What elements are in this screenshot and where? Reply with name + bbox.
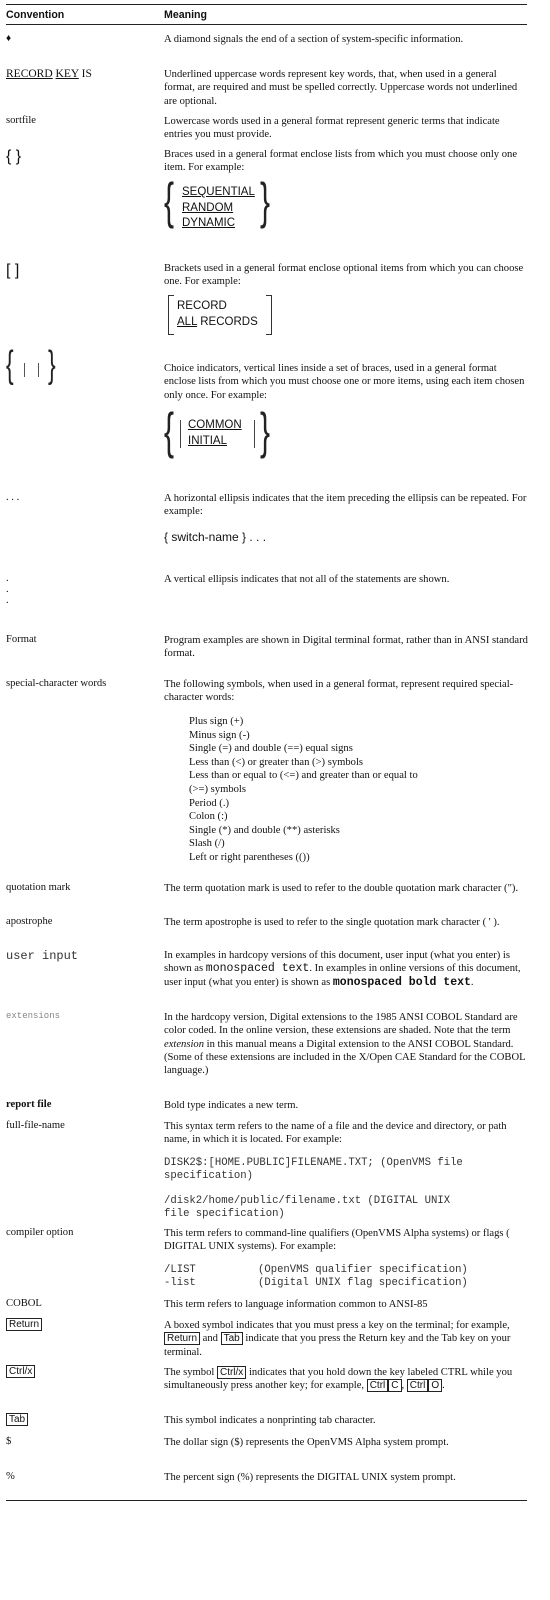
list-item: (>=) symbols	[189, 783, 246, 795]
apostrophe-convention: apostrophe	[6, 916, 53, 927]
apostrophe-meaning: The term apostrophe is used to refer to the single quotation mark character ( ' ).	[164, 917, 500, 928]
right-brace-icon: }	[260, 403, 271, 459]
special-convention: special-character words	[6, 678, 107, 689]
percent-convention: %	[6, 1471, 15, 1482]
return-key-meaning: A boxed symbol indicates that you must press a key on the terminal; for example, Return and Tab indicate that you press the Return key and the Tab key on your terminal.	[164, 1320, 511, 1358]
full-file-name-example-openvms: DISK2$:[HOME.PUBLIC]FILENAME.TXT; (OpenVMS file specification)	[164, 1157, 463, 1182]
brackets-meaning: Brackets used in a general format enclose optional items from which you can choose one. For example:	[164, 263, 524, 288]
header-convention: Convention	[6, 9, 65, 21]
left-brace-icon: {	[164, 403, 175, 459]
dollar-convention: $	[6, 1436, 12, 1447]
cobol-convention: COBOL	[6, 1298, 42, 1309]
record-key-convention	[6, 68, 156, 80]
percent-meaning: The percent sign (%) represents the DIGITAL UNIX system prompt.	[164, 1472, 456, 1483]
ellipsis-convention: . . .	[6, 492, 20, 503]
vertical-ellipsis-convention: . . .	[6, 573, 9, 606]
full-file-name-meaning: This syntax term refers to the name of a file and the device and directory, or path name, in which it is located. For example:	[164, 1121, 507, 1146]
ctrl-key-icon: Ctrl	[407, 1379, 429, 1392]
ellipsis-example: { switch-name } . . .	[164, 530, 267, 544]
quotation-convention: quotation mark	[6, 882, 71, 893]
diamond-meaning: A diamond signals the end of a section of system-specific information.	[164, 34, 464, 45]
o-key-icon: O	[428, 1379, 442, 1392]
list-item: Minus sign (-)	[189, 729, 250, 741]
choice-item: INITIAL	[188, 435, 227, 447]
compiler-option-examples: /LIST (OpenVMS qualifier specification) -list (Digital UNIX flag specification)	[164, 1264, 468, 1289]
list-item: Less than or equal to (<=) and greater than or equal to	[189, 770, 418, 782]
list-item: Single (=) and double (==) equal signs	[189, 743, 353, 755]
choice-convention: { }	[6, 344, 56, 386]
return-key-icon: Return	[6, 1318, 42, 1331]
tab-key-icon: Tab	[6, 1413, 28, 1426]
user-input-convention: user input	[6, 949, 79, 963]
report-file-meaning: Bold type indicates a new term.	[164, 1100, 299, 1111]
special-meaning: The following symbols, when used in a general format, represent required special-character words:	[164, 679, 514, 704]
brackets-convention: [ ]	[6, 262, 20, 279]
choice-item: COMMON	[188, 419, 242, 431]
header-meaning: Meaning	[164, 9, 207, 21]
dollar-meaning: The dollar sign ($) represents the OpenVMS Alpha system prompt.	[164, 1437, 449, 1448]
conventions-table	[6, 4, 527, 25]
brackets-item: RECORD	[177, 300, 227, 312]
bottom-rule	[6, 1500, 527, 1501]
braces-meaning: Braces used in a general format enclose lists from which you must choose only one item. For example:	[164, 149, 518, 174]
full-file-name-convention: full-file-name	[6, 1120, 65, 1131]
ctrl-key-icon: Ctrl	[367, 1379, 389, 1392]
keyword-key: KEY	[55, 68, 79, 80]
ctrl-x-meaning: The symbol Ctrl/x indicates that you hold down the key labeled CTRL while you simultaneously press another key; for example, Ctrl C , Ctrl O .	[164, 1367, 513, 1392]
list-item: Left or right parentheses (())	[189, 851, 310, 863]
braces-item: RANDOM	[182, 201, 234, 214]
list-item: Colon (:)	[189, 811, 228, 823]
vertical-ellipsis-meaning: A vertical ellipsis indicates that not all of the statements are shown.	[164, 574, 450, 585]
brackets-item: ALL RECORDS	[177, 316, 258, 328]
ctrl-x-key-icon: Ctrl/x	[217, 1366, 246, 1379]
header-rule	[6, 24, 527, 25]
keyword-record: RECORD	[6, 68, 53, 80]
sortfile-meaning: Lowercase words used in a general format represent generic terms that indicate entries you must provide.	[164, 116, 500, 141]
list-item: Plus sign (+)	[189, 716, 244, 727]
c-key-icon: C	[388, 1379, 401, 1392]
record-key-meaning: Underlined uppercase words represent key words, that, when used in a general format, are required and must be spelled correctly. Uppercase words not underlined are optional.	[164, 69, 518, 107]
keyword-is: IS	[81, 68, 92, 80]
braces-item: DYNAMIC	[182, 217, 236, 229]
tab-meaning: This symbol indicates a nonprinting tab character.	[164, 1415, 376, 1426]
right-bracket-icon	[266, 295, 272, 335]
table-header	[6, 5, 527, 24]
list-item: Less than (<) or greater than (>) symbols	[189, 756, 364, 768]
brackets-example	[168, 295, 278, 337]
format-meaning: Program examples are shown in Digital terminal format, rather than in ANSI standard format.	[164, 635, 528, 660]
ellipsis-meaning: A horizontal ellipsis indicates that the item preceding the ellipsis can be repeated. For example:	[164, 493, 527, 518]
special-symbol-list	[189, 715, 529, 865]
extensions-convention: extensions	[6, 1011, 61, 1021]
braces-example	[164, 173, 284, 238]
cobol-meaning: This term refers to language information common to ANSI-85	[164, 1299, 428, 1310]
list-item: Slash (/)	[189, 838, 225, 850]
compiler-option-meaning: This term refers to command-line qualifiers (OpenVMS Alpha systems) or flags ( DIGITAL UNIX systems). For example:	[164, 1228, 510, 1253]
list-item: Period (.)	[189, 797, 230, 809]
braces-convention: { }	[6, 148, 22, 165]
compiler-option-convention: compiler option	[6, 1227, 74, 1238]
return-key-icon: Return	[164, 1332, 200, 1345]
left-bracket-icon	[168, 295, 174, 335]
braces-item: SEQUENTIAL	[182, 186, 255, 198]
choice-meaning: Choice indicators, vertical lines inside a set of braces, used in a general format enclose lists from which you must choose one or more items, using each item chosen only once. For example:	[164, 363, 525, 401]
format-convention: Format	[6, 634, 37, 645]
report-file-convention: report file	[6, 1099, 52, 1110]
left-brace-icon: {	[164, 173, 175, 229]
quotation-meaning: The term quotation mark is used to refer to the double quotation mark character (").	[164, 883, 519, 894]
tab-key-icon: Tab	[221, 1332, 243, 1345]
diamond-icon: ♦	[6, 33, 12, 44]
ctrl-x-key-icon: Ctrl/x	[6, 1365, 35, 1378]
full-file-name-example-unix: /disk2/home/public/filename.txt (DIGITAL UNIX file specification)	[164, 1195, 451, 1220]
sortfile-convention: sortfile	[6, 115, 37, 126]
user-input-meaning: In examples in hardcopy versions of this document, user input (what you enter) is shown as monospaced text. In examples in online versions of this document, user input (what you enter) is shown as monospaced bold text.	[164, 950, 521, 989]
list-item: Single (*) and double (**) asterisks	[189, 824, 340, 836]
choice-example	[164, 403, 284, 468]
right-brace-icon: }	[260, 173, 271, 229]
extensions-meaning: In the hardcopy version, Digital extensions to the 1985 ANSI COBOL Standard are color coded. In the online version, these extensions are shaded. Note that the term extension in this manual means a Digital extension to the ANSI COBOL Standard. (Some of these extensions are included in the X/Open CAE Standard for the COBOL language.)	[164, 1012, 526, 1077]
